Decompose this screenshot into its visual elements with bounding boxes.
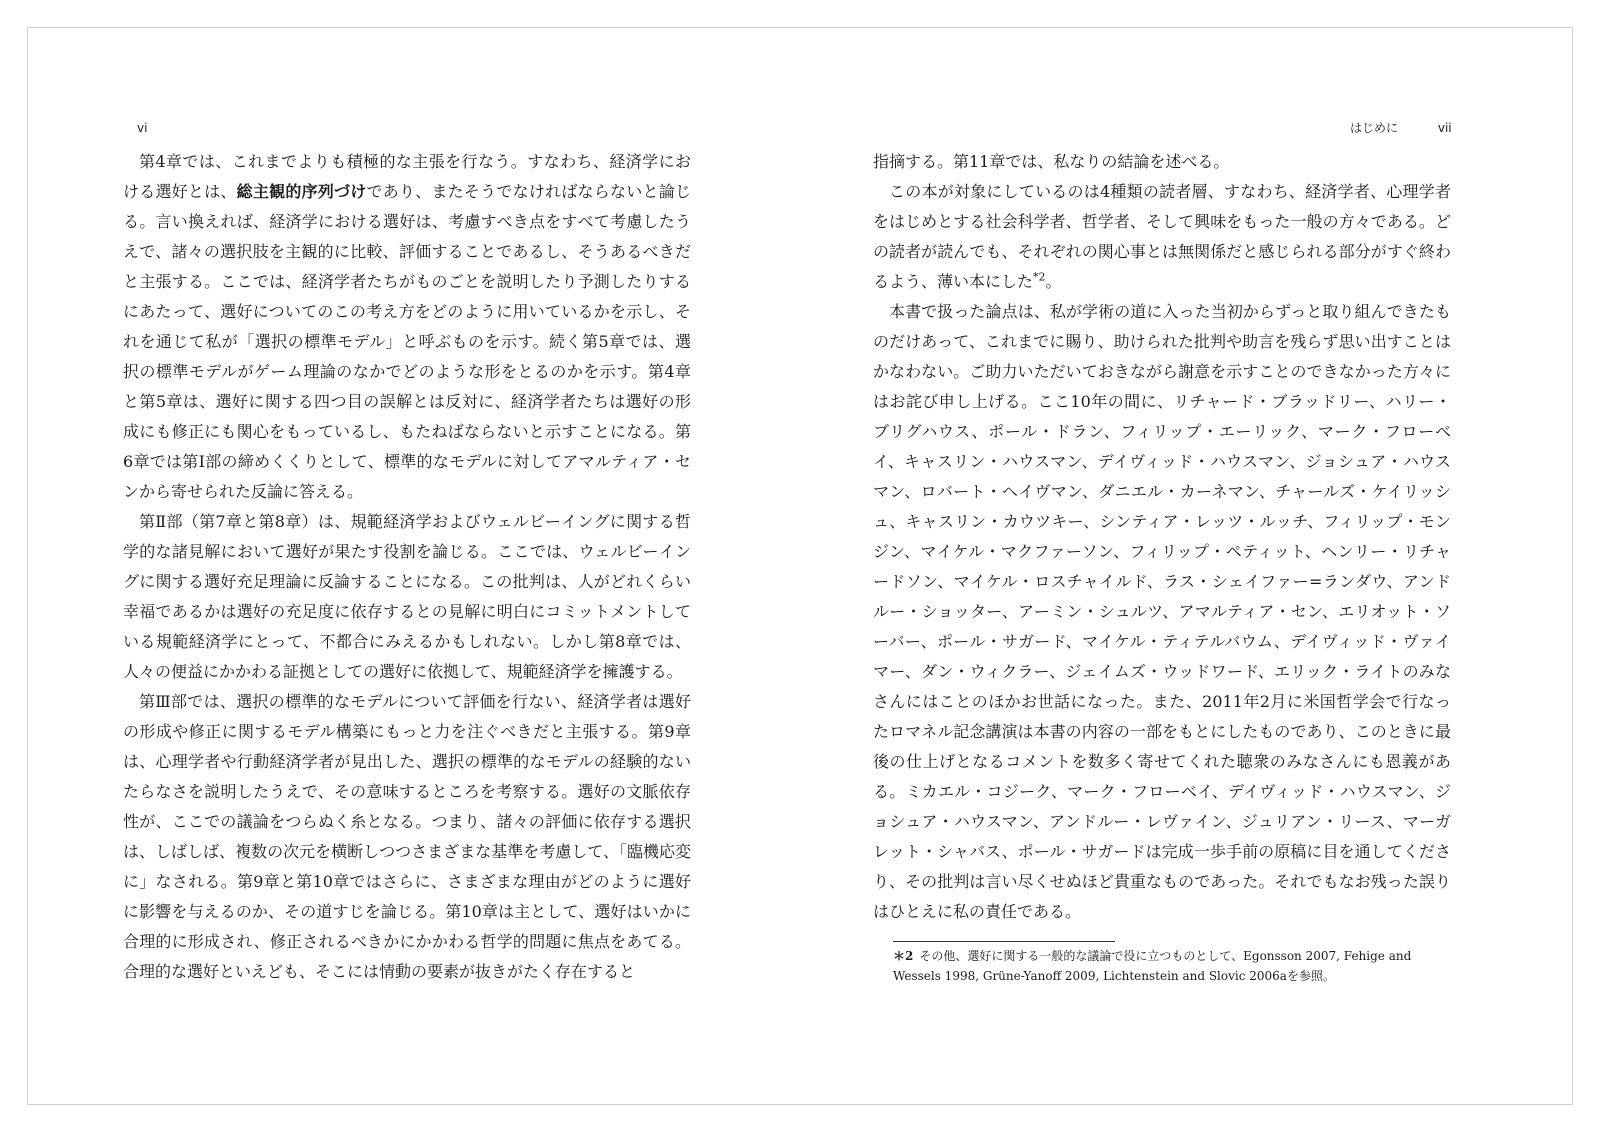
footnote (893, 946, 1451, 986)
right-paragraph-1: この本が対象にしているのは4種類の読者層、すなわち、経済学者、心理学者をはじめとする社会科学者、哲学者、そして興味をもった一般の方々である。どの読者が読んでも、それぞれの関心事とは無関係だと感じられる部分がすぐ終わるよう、薄い本にした$^{*2}$。 (873, 182, 1451, 291)
right-paragraph-2: 本書で扱った論点は、私が学術の道に入った当初からずっと取り組んできたものだけあって、これまでに賜り、助けられた批判や助言を残らず思い出すことはかなわない。ご助力いただいておきながら謝意を示すことのできなかった方々にはお詫び申し上げる。ここ10年の間に、リチャード・ブラッドリー、ハリー・ブリグハウス、ポール・ドラン、フィリップ・エーリック、マーク・フローベイ、キャスリン・ハウスマン、デイヴィッド・ハウスマン、ジョシュア・ハウスマン、ロバート・ヘイヴマン、ダニエル・カーネマン、チャールズ・ケイリッシュ、キャスリン・カウツキー、シンティア・レッツ・ルッチ、フィリップ・モンジン、マイケル・マクファーソン、フィリップ・ペティット、ヘンリー・リチャードソン、マイケル・ロスチャイルド、ラス・シェイファー=ランダウ、アンドルー・ショッター、アーミン・シュルツ、アマルティア・セン、エリオット・ソーバー、ポール・サガード、マイケル・ティテルバウム、デイヴィッド・ヴァイマー、ダン・ウィクラー、ジェイムズ・ウッドワード、エリック・ライトのみなさんにはことのほかお世話になった。また、2011年2月に米国哲学会で行なったロマネル記念講演は本書の内容の一部をもとにしたものであり、このときに最後の仕上げとなるコメントを数多く寄せてくれた聴衆のみなさんにも恩義がある。ミカエル・コジーク、マーク・フローベイ、デイヴィッド・ハウスマン、ジョシュア・ハウスマン、アンドルー・レヴァイン、ジュリアン・リース、マーガレット・シャバス、ポール・サガードは完成一歩手前の原稿に目を通してくださり、その批判は言い尽くせぬほど貴重なものであった。それでもなお残った誤りはひとえに私の責任である。 (873, 302, 1451, 921)
right-folio (1350, 121, 1452, 135)
footnote-rule (893, 941, 1115, 942)
right-paragraph-continued: 指摘する。第11章では、私なりの結論を述べる。 (873, 152, 1230, 171)
left-page-number: vi (137, 121, 148, 135)
left-page-body (123, 147, 691, 987)
running-head: はじめに (1350, 121, 1399, 135)
right-page-number: vii (1437, 121, 1452, 135)
left-paragraph-3: 第Ⅲ部では、選択の標準的なモデルについて評価を行ない、経済学者は選好の形成や修正に関するモデル構築にもっと力を注ぐべきだと主張する。第9章は、心理学者や行動経済学者が見出した、選択の標準的なモデルの経験的ないたらなさを説明したうえで、その意味するところを考察する。選好の文脈依存性が、ここでの議論をつらぬく糸となる。つまり、諸々の評価に依存する選択は、しばしば、複数の次元を横断しつつさまざまな基準を考慮して、「臨機応変に」なされる。第9章と第10章ではさらに、さまざまな理由がどのように選好に影響を与えるのか、その道すじを論じる。第10章は主として、選好はいかに合理的に形成され、修正されるべきかにかかわる哲学的問題に焦点をあてる。合理的な選好といえども、そこには情動の要素が抜きがたく存在すると (123, 692, 691, 981)
emphasis-term: 総主観的序列づけ (236, 182, 367, 201)
left-paragraph-1: 第4章では、これまでよりも積極的な主張を行なう。すなわち、経済学における選好とは、総主観的序列づけであり、またそうでなければならないと論じる。言い換えれば、経済学における選好は、考慮すべき点をすべて考慮したうえで、諸々の選択肢を主観的に比較、評価することであるし、そうあるべきだと主張する。ここでは、経済学者たちがものごとを説明したり予測したりするにあたって、選好についてのこの考え方をどのように用いているかを示し、それを通じて私が「選択の標準モデル」と呼ぶものを示す。続く第5章では、選択の標準モデルがゲーム理論のなかでどのような形をとるのかを示す。第4章と第5章は、選好に関する四つ目の誤解とは反対に、経済学者たちは選好の形成にも修正にも関心をもっているし、もたねばならないと示すことになる。第6章では第Ⅰ部の締めくくりとして、標準的なモデルに対してアマルティア・センから寄せられた反論に答える。 (123, 152, 691, 501)
footnote-reference[interactable]: *2 (1033, 270, 1046, 284)
footnote-mark: ＊2 (893, 949, 914, 963)
footnote-text: その他、選好に関する一般的な議論で役に立つものとして、Egonsson 2007, Fehige and Wessels 1998, Grüne-Yanoff 2009, Lichtenstein and Slovic 2006aを参照。 (893, 949, 1412, 983)
left-paragraph-2: 第Ⅱ部（第7章と第8章）は、規範経済学およびウェルビーイングに関する哲学的な諸見解において選好が果たす役割を論じる。ここでは、ウェルビーイングに関する選好充足理論に反論することになる。この批判は、人がどれくらい幸福であるかは選好の充足度に依存するとの見解に明白にコミットメントしている規範経済学にとって、不都合にみえるかもしれない。しかし第8章では、人々の便益にかかわる証拠としての選好に依拠して、規範経済学を擁護する。 (123, 512, 691, 681)
left-folio (137, 121, 147, 135)
right-page-body (873, 147, 1451, 927)
